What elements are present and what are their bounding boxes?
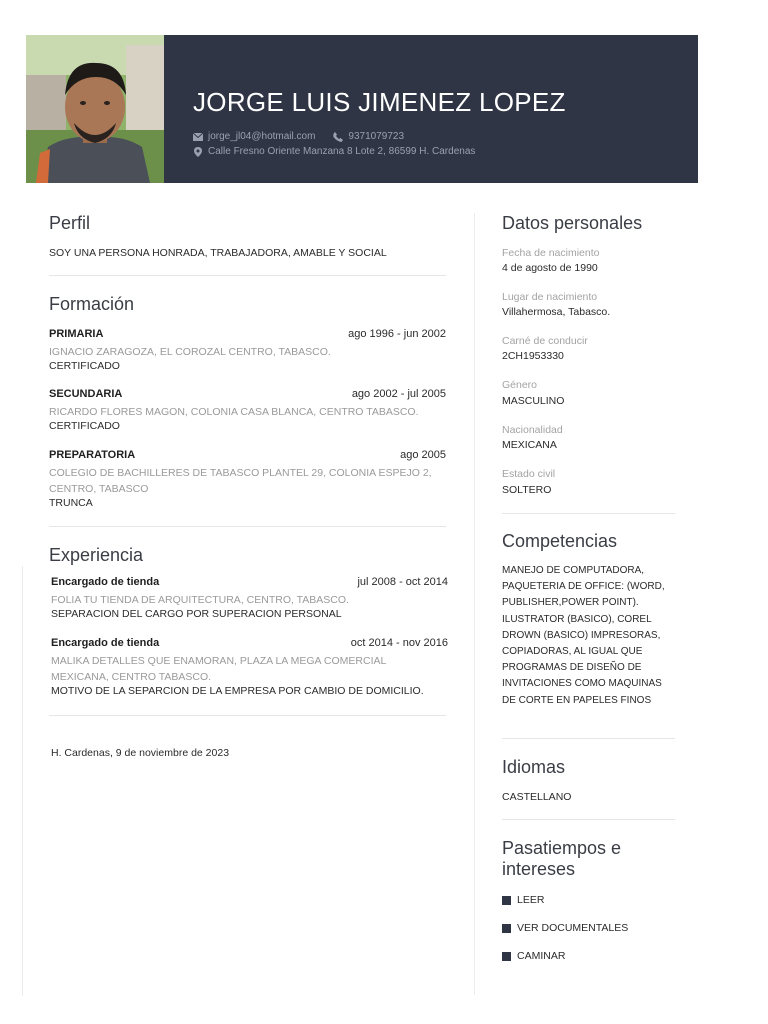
experience-entry-header <box>51 576 448 588</box>
hobby-label: LEER <box>517 894 545 906</box>
formacion-entry-header <box>49 388 446 400</box>
datos-value: Villahermosa, Tabasco. <box>502 306 611 318</box>
education-school: RICARDO FLORES MAGON, COLONIA CASA BLANCA, CENTRO TABASCO. <box>49 406 419 418</box>
resume-header <box>26 35 698 183</box>
divider <box>49 526 446 527</box>
email-text[interactable]: jorge_jl04@hotmail.com <box>208 131 316 142</box>
job-role: Encargado de tienda <box>51 637 160 649</box>
datos-value: MEXICANA <box>502 439 557 451</box>
datos-label: Género <box>502 379 538 391</box>
formacion-entry-header <box>49 328 446 340</box>
education-status: CERTIFICADO <box>49 360 120 372</box>
profile-photo <box>26 35 164 183</box>
column-separator <box>474 213 475 995</box>
hobby-item <box>502 950 565 962</box>
education-status: TRUNCA <box>49 497 93 509</box>
datos-label: Carné de conducir <box>502 335 588 347</box>
square-bullet-icon <box>502 896 511 905</box>
section-title-formacion: Formación <box>49 294 135 314</box>
section-title-datos: Datos personales <box>502 213 643 233</box>
education-level: SECUNDARIA <box>49 388 123 400</box>
experience-entry-header <box>51 637 448 649</box>
education-dates: ago 2005 <box>400 449 446 461</box>
education-dates: ago 2002 - jul 2005 <box>351 388 446 400</box>
square-bullet-icon <box>502 924 511 933</box>
datos-label: Estado civil <box>502 468 556 480</box>
language-item: CASTELLANO <box>502 791 572 803</box>
education-level: PRIMARIA <box>49 328 104 340</box>
datos-value: MASCULINO <box>502 395 565 407</box>
address-text: Calle Fresno Oriente Manzana 8 Lote 2, 86599 H. Cardenas <box>208 146 476 157</box>
phone-icon <box>333 132 343 142</box>
job-note: SEPARACION DEL CARGO POR SUPERACION PERSONAL <box>51 608 342 620</box>
section-title-experiencia: Experiencia <box>49 545 144 565</box>
job-role: Encargado de tienda <box>51 576 160 588</box>
divider <box>502 513 675 514</box>
formacion-entry-header <box>49 449 446 461</box>
section-title-perfil: Perfil <box>49 213 91 233</box>
datos-label: Nacionalidad <box>502 424 563 436</box>
hobby-item <box>502 922 628 934</box>
square-bullet-icon <box>502 952 511 961</box>
divider <box>49 715 446 716</box>
map-pin-icon <box>193 147 203 157</box>
contact-line-primary <box>193 131 404 142</box>
hobby-label: VER DOCUMENTALES <box>517 922 629 934</box>
datos-value: 4 de agosto de 1990 <box>502 262 598 274</box>
datos-label: Lugar de nacimiento <box>502 291 598 303</box>
competencias-text: MANEJO DE COMPUTADORA, PAQUETERIA DE OFFICE: (WORD, PUBLISHER,POWER POINT). ILUSTRATOR (BASICO), COREL DROWN (BASICO) IMPRESORAS, COPIADORAS, AL IGUAL QUE PROGRAMAS DE DISEÑO DE INVITACIONES COMO MAQUINAS DE CORTE EN PAPELES FINOS <box>502 565 665 706</box>
datos-value: 2CH1953330 <box>502 350 564 362</box>
job-dates: jul 2008 - oct 2014 <box>357 576 448 588</box>
divider <box>49 275 446 276</box>
section-title-pasatiempos: Pasatiempos e <box>502 838 622 858</box>
hobby-label: CAMINAR <box>517 950 566 962</box>
section-title-pasatiempos-cont: intereses <box>502 859 576 879</box>
education-level: PREPARATORIA <box>49 449 136 461</box>
divider <box>502 819 675 820</box>
envelope-icon <box>193 132 203 142</box>
contact-line-address <box>193 146 475 157</box>
page-edge-rule <box>22 566 23 996</box>
phone-text[interactable]: 9371079723 <box>348 131 405 142</box>
hobby-item <box>502 894 544 906</box>
job-company: MALIKA DETALLES QUE ENAMORAN, PLAZA LA MEGA COMERCIAL MEXICANA, CENTRO TABASCO. <box>51 655 386 683</box>
section-title-idiomas: Idiomas <box>502 757 566 777</box>
candidate-name: JORGE LUIS JIMENEZ LOPEZ <box>193 87 566 117</box>
place-and-date: H. Cardenas, 9 de noviembre de 2023 <box>51 747 230 759</box>
divider <box>502 738 675 739</box>
perfil-text: SOY UNA PERSONA HONRADA, TRABAJADORA, AMABLE Y SOCIAL <box>49 247 387 259</box>
datos-label: Fecha de nacimiento <box>502 247 600 259</box>
education-status: CERTIFICADO <box>49 420 120 432</box>
job-note: MOTIVO DE LA SEPARCION DE LA EMPRESA POR CAMBIO DE DOMICILIO. <box>51 685 424 697</box>
job-company: FOLIA TU TIENDA DE ARQUITECTURA, CENTRO, TABASCO. <box>51 594 349 606</box>
datos-value: SOLTERO <box>502 484 552 496</box>
section-title-competencias: Competencias <box>502 531 618 551</box>
education-dates: ago 1996 - jun 2002 <box>348 328 446 340</box>
education-school: COLEGIO DE BACHILLERES DE TABASCO PLANTEL 29, COLONIA ESPEJO 2, CENTRO, TABASCO <box>49 467 432 495</box>
job-dates: oct 2014 - nov 2016 <box>350 637 448 649</box>
education-school: IGNACIO ZARAGOZA, EL COROZAL CENTRO, TABASCO. <box>49 346 331 358</box>
